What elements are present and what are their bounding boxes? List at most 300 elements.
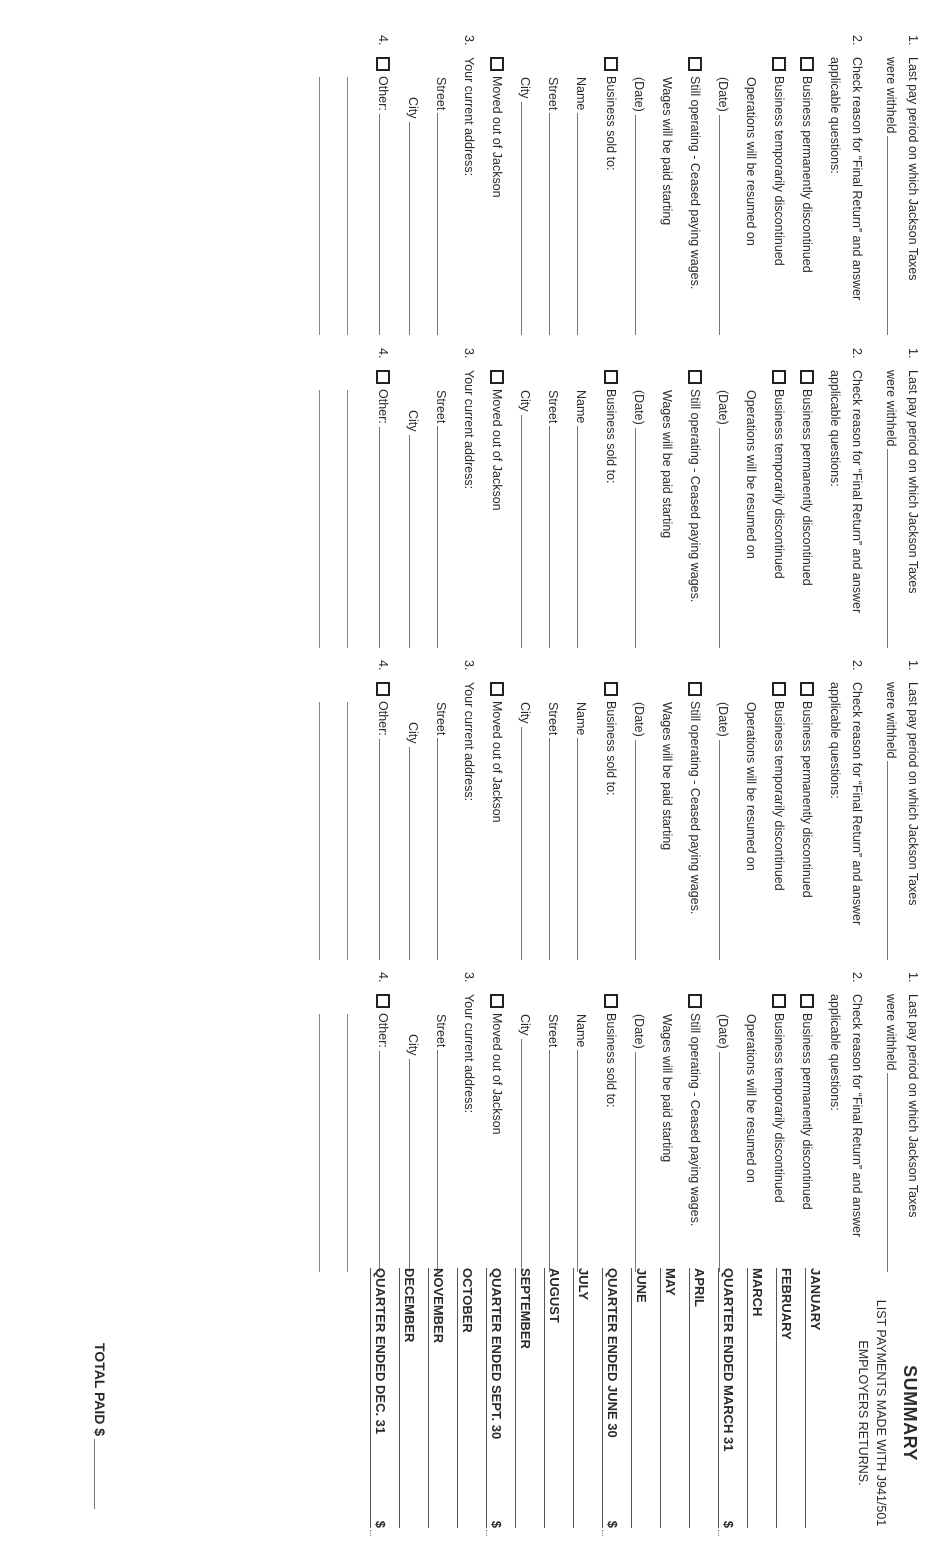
summary-currency-sign: $ [373,1520,388,1528]
other-field[interactable] [379,427,380,648]
summary-quarter-row-12 [486,1268,514,1528]
address-street-field[interactable] [437,426,438,648]
buyer-name-field[interactable] [577,1050,578,1272]
wages-date-field[interactable] [635,428,636,648]
permanent-label: Business permanently discontinued [800,1013,814,1210]
resumed-label: Operations will be resumed on [744,1014,758,1183]
other-line-2[interactable] [347,702,348,960]
still-operating-checkbox[interactable] [688,682,702,696]
summary-row-label: QUARTER ENDED JUNE 30 [605,1268,620,1438]
q4-row [376,35,390,335]
opt-still-operating-row [688,972,702,1272]
q2-label-1: Check reason for “Final Return” and answer [850,57,864,301]
moved-label: Moved out of Jackson [490,701,504,823]
business-sold-checkbox[interactable] [604,682,618,696]
q4-number: 4. [376,660,390,671]
resumed-date-row [716,660,730,960]
final-return-panel-4 [28,972,928,1272]
buyer-street-row [546,660,560,960]
summary-month-row-11 [515,1268,543,1528]
q2-row [850,660,864,960]
wages-date-field[interactable] [635,1052,636,1272]
other-line-2[interactable] [347,77,348,335]
other-checkbox[interactable] [376,57,390,71]
city-label: City [406,1034,420,1056]
opt-permanent-row [800,35,814,335]
address-street-row [434,972,448,1272]
q2-row [850,348,864,648]
q2-label-1: Check reason for “Final Return” and answer [850,370,864,614]
q4-number: 4. [376,35,390,46]
buyer-city-field[interactable] [521,727,522,960]
other-field[interactable] [379,114,380,335]
q1-row-2 [884,972,898,1272]
summary-amount-field[interactable] [602,1268,603,1528]
street-label: Street [546,390,560,424]
summary-amount-field[interactable] [718,1268,719,1528]
buyer-city-row [518,972,532,1272]
date-label: (Date) [632,1014,646,1049]
q1-label-1: Last pay period on which Jackson Taxes [906,370,920,594]
business-sold-checkbox[interactable] [604,994,618,1008]
summary-dotted-tail [718,1530,719,1536]
summary-amount-field[interactable] [776,1268,777,1528]
q1-label-1: Last pay period on which Jackson Taxes [906,682,920,906]
street-label: Street [434,390,448,424]
resumed-label: Operations will be resumed on [744,390,758,559]
address-city-field[interactable] [409,122,410,335]
other-field[interactable] [379,739,380,960]
other-checkbox[interactable] [376,370,390,384]
temporary-label: Business temporarily discontinued [772,701,786,891]
wages-date-row [632,35,646,335]
other-line-2[interactable] [347,1014,348,1272]
opt-moved-row [490,35,504,335]
q2-label-2: applicable questions: [828,682,842,799]
address-city-row [406,35,420,335]
permanent-label: Business permanently discontinued [800,76,814,273]
business-sold-checkbox[interactable] [604,57,618,71]
permanent-checkbox[interactable] [800,994,814,1008]
wages-date-row [632,660,646,960]
date-label: (Date) [716,390,730,425]
summary-row-label: OCTOBER [460,1268,475,1333]
buyer-city-row [518,348,532,648]
other-label: Other: [376,1013,390,1048]
q1-number: 1. [906,348,920,359]
still-operating-label: Still operating - Ceased paying wages. [688,1013,702,1227]
permanent-checkbox[interactable] [800,370,814,384]
moved-checkbox[interactable] [490,682,504,696]
still-operating-checkbox[interactable] [688,57,702,71]
summary-quarter-row-4 [718,1268,746,1528]
city-label: City [518,77,532,99]
q2-row-2 [828,348,842,648]
summary-row-label: MARCH [750,1268,765,1317]
resumed-row [744,660,758,960]
street-label: Street [546,1014,560,1048]
resumed-date-field[interactable] [719,428,720,648]
buyer-name-row [574,660,588,960]
q2-row-2 [828,972,842,1272]
wages-row [660,660,674,960]
summary-amount-field[interactable] [805,1268,806,1528]
q2-row [850,35,864,335]
q2-label-2: applicable questions: [828,370,842,487]
last-pay-period-field[interactable] [887,449,888,648]
wages-label: Wages will be paid starting [660,77,674,226]
wages-row [660,972,674,1272]
summary-amount-field[interactable] [399,1268,400,1528]
summary-row-label: NOVEMBER [431,1268,446,1344]
moved-label: Moved out of Jackson [490,76,504,198]
q1-row-2 [884,660,898,960]
other-field[interactable] [379,1051,380,1272]
q2-label-1: Check reason for “Final Return” and answer [850,682,864,926]
street-label: Street [546,702,560,736]
street-label: Street [434,1014,448,1048]
summary-month-row-3 [747,1268,775,1528]
buyer-name-row [574,348,588,648]
buyer-name-field[interactable] [577,426,578,648]
summary-amount-field[interactable] [573,1268,574,1528]
other-line-2[interactable] [347,390,348,648]
summary-row-label: APRIL [692,1268,707,1307]
address-city-row [406,972,420,1272]
summary-dotted-tail [602,1530,603,1536]
moved-checkbox[interactable] [490,370,504,384]
q3-label: Your current address: [462,682,476,802]
wages-date-row [632,348,646,648]
opt-sold-row [604,35,618,335]
opt-permanent-row [800,348,814,648]
q3-row [462,35,476,335]
permanent-checkbox[interactable] [800,682,814,696]
date-label: (Date) [632,702,646,737]
city-label: City [518,390,532,412]
q4-row [376,972,390,1272]
still-operating-checkbox[interactable] [688,370,702,384]
summary-month-row-5 [689,1268,717,1528]
still-operating-label: Still operating - Ceased paying wages. [688,389,702,603]
other-line-3[interactable] [319,1014,320,1272]
buyer-street-row [546,972,560,1272]
summary-month-row-10 [544,1268,572,1528]
moved-label: Moved out of Jackson [490,389,504,511]
date-label: (Date) [716,702,730,737]
resumed-date-row [716,348,730,648]
date-label: (Date) [632,77,646,112]
summary-row-label: SEPTEMBER [518,1268,533,1349]
still-operating-checkbox[interactable] [688,994,702,1008]
permanent-label: Business permanently discontinued [800,701,814,898]
wages-label: Wages will be paid starting [660,1014,674,1163]
summary-row-label: QUARTER ENDED MARCH 31 [721,1268,736,1452]
summary-month-row-14 [428,1268,456,1528]
q3-number: 3. [462,348,476,359]
address-street-row [434,660,448,960]
summary-row-label: JANUARY [808,1268,823,1331]
address-city-row [406,660,420,960]
q3-row [462,972,476,1272]
summary-currency-sign: $ [605,1520,620,1528]
summary-month-row-6 [660,1268,688,1528]
opt-moved-row [490,348,504,648]
street-label: Street [546,77,560,111]
buyer-street-field[interactable] [549,738,550,960]
q2-row-2 [828,660,842,960]
other-line-3[interactable] [319,77,320,335]
q2-number: 2. [850,660,864,671]
other-line-3[interactable] [319,702,320,960]
summary-month-row-13 [457,1268,485,1528]
wages-row [660,348,674,648]
q1-row-2 [884,35,898,335]
q1-number: 1. [906,35,920,46]
opt-temporary-row [772,35,786,335]
summary-amount-field[interactable] [515,1268,516,1528]
q2-number: 2. [850,35,864,46]
buyer-street-field[interactable] [549,113,550,335]
resumed-date-field[interactable] [719,115,720,335]
city-label: City [406,410,420,432]
summary-row-label: QUARTER ENDED DEC. 31 [373,1268,388,1435]
summary-row-label: JUNE [634,1268,649,1303]
opt-still-operating-row [688,660,702,960]
resumed-date-field[interactable] [719,1052,720,1272]
address-city-field[interactable] [409,747,410,960]
last-pay-period-field[interactable] [887,761,888,960]
buyer-city-field[interactable] [521,102,522,335]
summary-currency-sign: $ [489,1520,504,1528]
address-city-field[interactable] [409,1059,410,1272]
summary-amount-field[interactable] [457,1268,458,1528]
buyer-city-row [518,660,532,960]
other-label: Other: [376,389,390,424]
q3-label: Your current address: [462,994,476,1114]
opt-temporary-row [772,972,786,1272]
business-sold-label: Business sold to: [604,389,618,484]
opt-moved-row [490,660,504,960]
address-street-field[interactable] [437,738,438,960]
resumed-label: Operations will be resumed on [744,77,758,246]
opt-permanent-row [800,660,814,960]
q3-number: 3. [462,972,476,983]
street-label: Street [434,77,448,111]
summary-currency-sign: $ [721,1520,736,1528]
resumed-row [744,972,758,1272]
wages-row [660,35,674,335]
address-street-field[interactable] [437,113,438,335]
moved-checkbox[interactable] [490,994,504,1008]
other-checkbox[interactable] [376,994,390,1008]
q3-label: Your current address: [462,57,476,177]
q1-row [906,348,920,648]
buyer-name-field[interactable] [577,738,578,960]
opt-moved-row [490,972,504,1272]
q1-number: 1. [906,660,920,671]
name-label: Name [574,702,588,736]
address-city-row [406,348,420,648]
opt-sold-row [604,660,618,960]
last-pay-period-field[interactable] [887,1073,888,1272]
resumed-label: Operations will be resumed on [744,702,758,871]
opt-temporary-row [772,348,786,648]
summary-month-row-9 [573,1268,601,1528]
q2-number: 2. [850,972,864,983]
address-street-field[interactable] [437,1050,438,1272]
other-label: Other: [376,701,390,736]
buyer-city-field[interactable] [521,415,522,648]
summary-amount-field[interactable] [544,1268,545,1528]
opt-permanent-row [800,972,814,1272]
buyer-name-row [574,35,588,335]
temporary-checkbox[interactable] [772,682,786,696]
final-return-panel-3 [28,660,928,960]
date-label: (Date) [716,1014,730,1049]
q4-number: 4. [376,972,390,983]
q1-label-1: Last pay period on which Jackson Taxes [906,994,920,1218]
buyer-street-row [546,35,560,335]
temporary-label: Business temporarily discontinued [772,389,786,579]
q3-row [462,348,476,648]
moved-checkbox[interactable] [490,57,504,71]
opt-sold-row [604,348,618,648]
resumed-date-row [716,35,730,335]
summary-amount-field[interactable] [689,1268,690,1528]
summary-row-label: AUGUST [547,1268,562,1323]
q1-row [906,35,920,335]
address-street-row [434,348,448,648]
buyer-city-field[interactable] [521,1039,522,1272]
summary-dotted-tail [486,1530,487,1536]
permanent-label: Business permanently discontinued [800,389,814,586]
opt-still-operating-row [688,35,702,335]
wages-date-row [632,972,646,1272]
q1-label-1: Last pay period on which Jackson Taxes [906,57,920,281]
city-label: City [406,97,420,119]
street-label: Street [434,702,448,736]
summary-month-row-15 [399,1268,427,1528]
q4-number: 4. [376,348,390,359]
resumed-row [744,348,758,648]
q1-row [906,660,920,960]
wages-label: Wages will be paid starting [660,702,674,851]
summary-subtitle-1: LIST PAYMENTS MADE WITH J941/501 [874,1299,888,1527]
city-label: City [406,722,420,744]
resumed-date-field[interactable] [719,740,720,960]
address-city-field[interactable] [409,435,410,648]
still-operating-label: Still operating - Ceased paying wages. [688,76,702,290]
summary-month-row-7 [631,1268,659,1528]
summary-amount-field[interactable] [428,1268,429,1528]
summary-row-label: QUARTER ENDED SEPT. 30 [489,1268,504,1440]
summary-row-label: MAY [663,1268,678,1296]
total-paid-label: TOTAL PAID $ [92,1343,108,1437]
business-sold-checkbox[interactable] [604,370,618,384]
buyer-name-field[interactable] [577,113,578,335]
summary-quarter-row-16 [370,1268,398,1528]
q3-row [462,660,476,960]
total-paid [92,1343,108,1509]
temporary-checkbox[interactable] [772,57,786,71]
summary-row-label: DECEMBER [402,1268,417,1343]
q2-number: 2. [850,348,864,359]
still-operating-label: Still operating - Ceased paying wages. [688,701,702,915]
total-paid-field[interactable] [94,1439,95,1509]
opt-sold-row [604,972,618,1272]
summary-section [28,1268,928,1558]
summary-amount-field[interactable] [370,1268,371,1528]
buyer-name-row [574,972,588,1272]
q3-number: 3. [462,660,476,671]
business-sold-label: Business sold to: [604,1013,618,1108]
summary-month-row-1 [805,1268,833,1528]
q2-label-2: applicable questions: [828,994,842,1111]
final-return-panel-2 [28,348,928,648]
buyer-street-row [546,348,560,648]
city-label: City [518,702,532,724]
q2-row-2 [828,35,842,335]
last-pay-period-field[interactable] [887,136,888,335]
summary-amount-field[interactable] [747,1268,748,1528]
q4-row [376,348,390,648]
q2-label-2: applicable questions: [828,57,842,174]
other-label: Other: [376,76,390,111]
city-label: City [518,1014,532,1036]
q1-label-2: were withheld [884,682,898,759]
business-sold-label: Business sold to: [604,76,618,171]
q3-label: Your current address: [462,370,476,490]
date-label: (Date) [632,390,646,425]
address-street-row [434,35,448,335]
final-return-panel-1 [28,35,928,335]
buyer-street-field[interactable] [549,1050,550,1272]
other-checkbox[interactable] [376,682,390,696]
q1-label-2: were withheld [884,57,898,134]
summary-subtitle-2: EMPLOYERS RETURNS. [856,1340,870,1486]
q3-number: 3. [462,35,476,46]
wages-date-field[interactable] [635,115,636,335]
q2-label-1: Check reason for “Final Return” and answer [850,994,864,1238]
summary-amount-field[interactable] [660,1268,661,1528]
buyer-street-field[interactable] [549,426,550,648]
name-label: Name [574,77,588,111]
summary-row-label: FEBRUARY [779,1268,794,1340]
summary-dotted-tail [370,1530,371,1536]
resumed-row [744,35,758,335]
q1-label-2: were withheld [884,994,898,1071]
summary-title: SUMMARY [900,1365,920,1461]
temporary-checkbox[interactable] [772,994,786,1008]
resumed-date-row [716,972,730,1272]
summary-amount-field[interactable] [486,1268,487,1528]
q1-row [906,972,920,1272]
other-line-3[interactable] [319,390,320,648]
q2-row [850,972,864,1272]
wages-label: Wages will be paid starting [660,390,674,539]
summary-month-row-2 [776,1268,804,1528]
permanent-checkbox[interactable] [800,57,814,71]
q1-label-2: were withheld [884,370,898,447]
summary-amount-field[interactable] [631,1268,632,1528]
wages-date-field[interactable] [635,740,636,960]
buyer-city-row [518,35,532,335]
q4-row [376,660,390,960]
summary-row-label: JULY [576,1268,591,1301]
temporary-checkbox[interactable] [772,370,786,384]
moved-label: Moved out of Jackson [490,1013,504,1135]
